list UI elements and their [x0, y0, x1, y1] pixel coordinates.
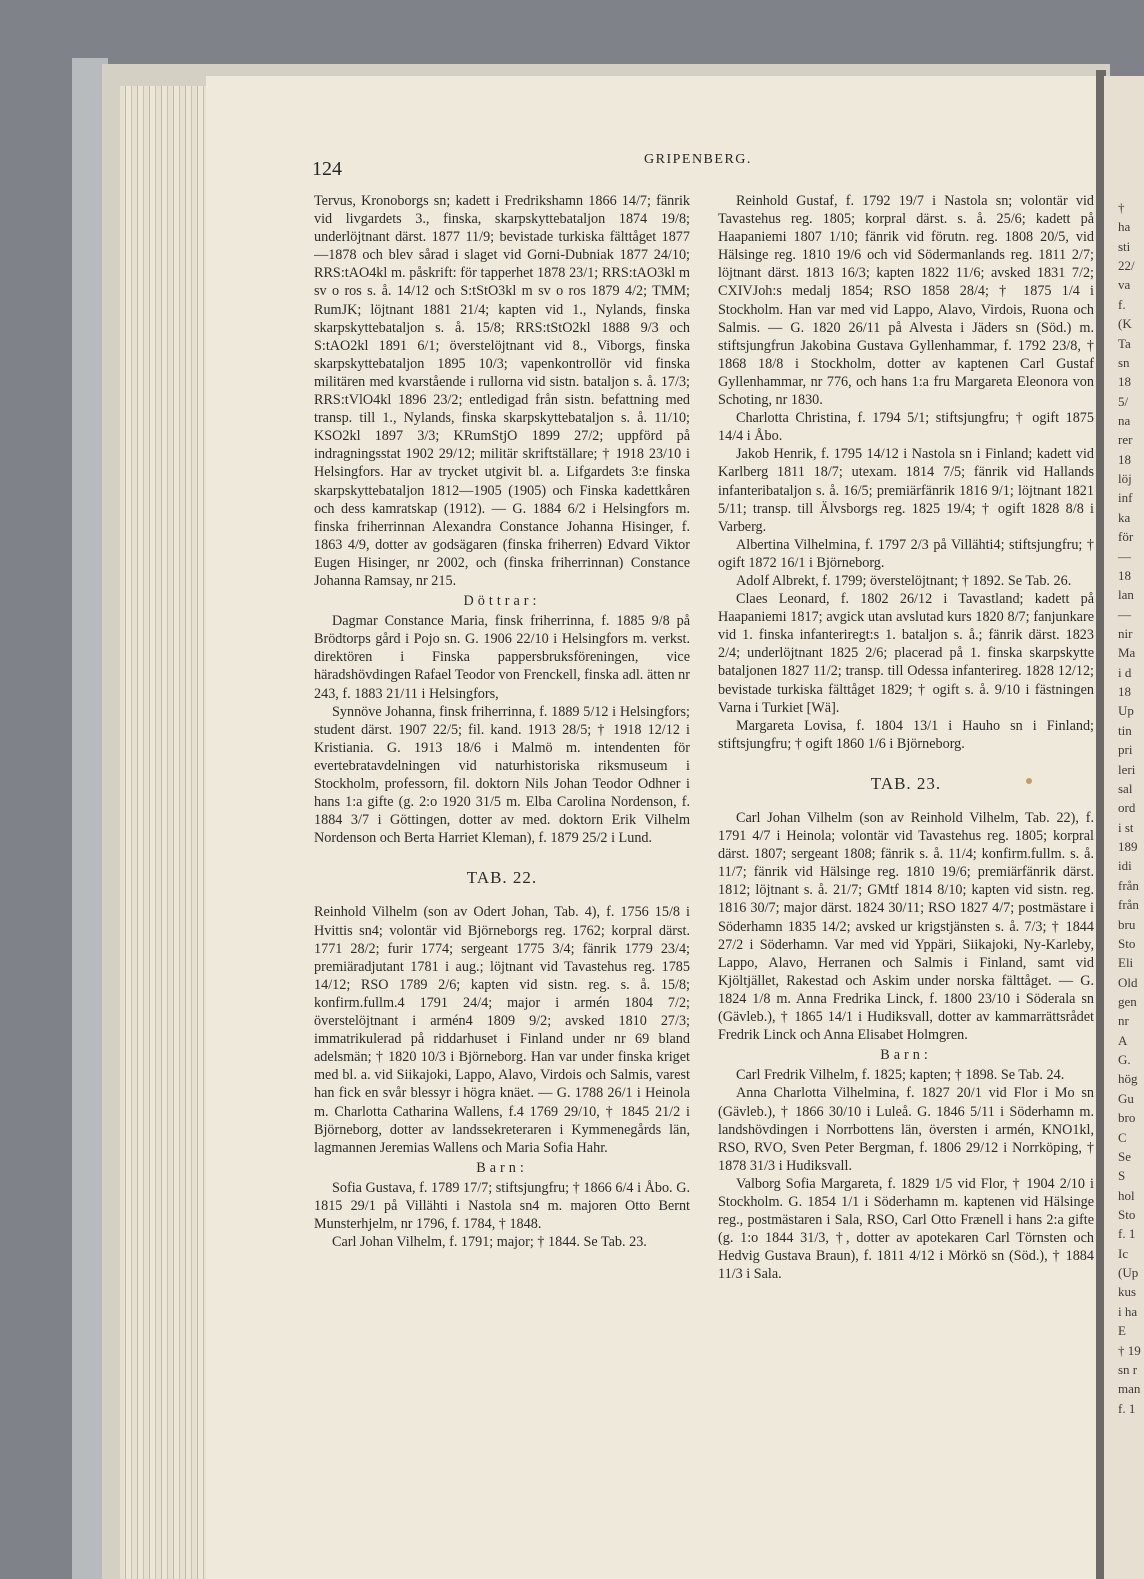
- daughters-heading: Döttrar:: [463, 593, 541, 610]
- table-22-heading: TAB. 22.: [466, 868, 538, 888]
- entry-charlotta-christina: Charlotta Christina, f. 1794 5/1; stiftsjungfru; † ogift 1875 14/4 i Åbo.: [718, 410, 1094, 445]
- next-page-fragment: leri: [1118, 761, 1136, 777]
- next-page-fragment: 18: [1118, 684, 1131, 700]
- next-page-fragment: gen: [1118, 993, 1137, 1009]
- next-page-fragment: (Up: [1118, 1265, 1139, 1281]
- next-page-fragment: Ta: [1118, 335, 1131, 351]
- left-column: [314, 192, 690, 1251]
- entry-jakob-henrik: Jakob Henrik, f. 1795 14/12 i Nastola sn i Finland; kadett vid Karlberg 1811 18/7; utexam. 1814 7/5; fänrik vid Hallands infanteribataljon s. å. 16/5; premiärfänrik 1816 9/1; löjtnant 1821 5/11; transp. till Älvsborgs reg. 1825 19/4; † ogift 1828 8/8 i Varberg.: [718, 446, 1094, 535]
- entry-valborg: Valborg Sofia Margareta, f. 1829 1/5 vid Flor, † 1904 2/10 i Stockholm. G. 1854 1/1 i Söderhamn m. kaptenen vid Hälsinge reg., postmästaren i Sala, RSO, Carl Otto Frænell i hans 2:a gifte (g. 1:o 1844 31/3, †, dotter av apotekaren Carl Törnsten och Hedvig Gustava Braun), f. 1811 4/12 i Mörkö sn (Söd.), † 1884 11/3 i Sala.: [718, 1175, 1094, 1283]
- next-page-fragment: —: [1118, 606, 1131, 622]
- next-page-fragment: tin: [1118, 722, 1132, 738]
- next-page-fragment: lan: [1118, 587, 1134, 603]
- next-page-fragment: hol: [1118, 1187, 1135, 1203]
- next-page-fragment: Sto: [1118, 1206, 1136, 1222]
- next-page-fragment: Eli: [1118, 955, 1134, 971]
- entry-margareta-lovisa: Margareta Lovisa, f. 1804 13/1 i Hauho sn i Finland; stiftsjungfru; † ogift 1860 1/6 i Björneborg.: [718, 717, 1094, 752]
- entry-claes-leonard: Claes Leonard, f. 1802 26/12 i Tavastland; kadett på Haapaniemi 1817; avgick utan avslutad kurs 1820 8/7; fanjunkare vid 1. finska infanteriregt:s 1. bataljon s. å.; fänrik därst. 1823 2/4; underlöjtnant 1825 2/6; placerad på 1. finska skarpskytte bataljonen 1827 11/2; transp. till Odessa infanterireg. 1828 12/12; bevistade turkiska fälttåget 1829; † ogift s. å. 9/10 i fästningen Varna i Turkiet [Wä].: [718, 591, 1094, 716]
- ink-spot: [1026, 778, 1032, 784]
- next-page-fragment: Old: [1118, 974, 1138, 990]
- next-page-fragment: i d: [1118, 664, 1132, 680]
- next-page-fragment: 18: [1118, 374, 1131, 390]
- next-page-fragment: 18: [1118, 567, 1131, 583]
- entry-adolf-albrekt: Adolf Albrekt, f. 1799; överstelöjtnant; † 1892. Se Tab. 26.: [736, 572, 1072, 589]
- next-page-fragment: sti: [1118, 238, 1131, 254]
- entry-carl-fredrik: Carl Fredrik Vilhelm, f. 1825; kapten; † 1898. Se Tab. 24.: [736, 1067, 1065, 1084]
- entry-reinhold-vilhelm: Reinhold Vilhelm (son av Odert Johan, Tab. 4), f. 1756 15/8 i Hvittis sn4; volontär vid Björneborgs reg. 1762; korpral därst. 1771 28/2; furir 1774; sergeant 1775 3/4; fänrik 1779 23/4; premiäradjutant 1781 i aug.; löjtnant vid Tavastehus reg. 1785 14/12; RSO 1789 2/6; kapten vid sistn. reg. s. å. 15/8; konfirm.fullm.4 1791 24/4; major i armén 1804 7/2; överstelöjtnant i armén4 1809 9/2; avsked 1810 27/3; immatrikulerad på riddarhuset i Finland under nr 69 bland adelsmän; † 1820 10/3 i Björneborg. Han var under finska kriget med bl. a. vid Siikajoki, Lappo, Alavo, Virdois och Salmis, varest han fick en svår blessyr i högra knäet. — G. 1788 26/1 i Heinola m. Charlotta Catharina Wallens, f.4 1769 29/10, † 1845 21/2 i Björneborg, dotter av landssekreteraren i Kymmenegårds län, lagmannen Jeremias Wallens och Maria Sofia Hahr.: [314, 904, 690, 1156]
- entry-synnove: Synnöve Johanna, finsk friherrinna, f. 1889 5/12 i Helsingfors; student därst. 1907 22/5; fil. kand. 1913 28/5; † 1918 12/12 i Kristiania. G. 1913 18/6 i Malmö m. intendenten för evertebratavdelningen vid naturhistoriska riksmuseum i Stockholm, professorn, fil. doktorn Nils Johan Teodor Odhner i hans 1:a gifte (g. 2:o 1920 31/5 m. Elba Carolina Nordenson, f. 1884 3/7 i Göttingen, dotter av med. doktorn Erik Vilhelm Nordenson och Berta Harriet Kleman), f. 1879 25/2 i Lund.: [314, 703, 690, 847]
- next-page-fragment: 18: [1118, 451, 1131, 467]
- entry-dagmar: Dagmar Constance Maria, finsk friherrinna, f. 1885 9/8 på Brödtorps gård i Pojo sn. G. 1906 22/10 i Helsingfors m. verkst. direktören i Finska pappersbruksföreningen, vice häradshövdingen Rafael Teodor von Frenckell, finska adl. ätten nr 243, f. 1883 21/11 i Helsingfors,: [314, 613, 690, 702]
- next-page-fragment: va: [1118, 277, 1131, 293]
- next-page-fragment: idi: [1118, 858, 1132, 874]
- next-page-fragment: 22/: [1118, 258, 1135, 274]
- next-page-fragment: Sto: [1118, 935, 1136, 951]
- next-page-fragment: 5/: [1118, 393, 1129, 409]
- next-page-fragment: i ha: [1118, 1303, 1138, 1319]
- next-page-fragment: † 19: [1118, 1342, 1141, 1358]
- next-page-fragment: nir: [1118, 626, 1133, 642]
- next-page-fragment: ord: [1118, 800, 1136, 816]
- next-page-fragment: ka: [1118, 509, 1131, 525]
- running-head: GRIPENBERG.: [644, 152, 752, 167]
- next-page-fragment: f. 1: [1118, 1226, 1136, 1242]
- next-page-fragment: rer: [1118, 432, 1133, 448]
- children-heading-tab23: Barn:: [880, 1047, 932, 1064]
- next-page-fragment: G.: [1118, 1052, 1131, 1068]
- next-page-fragment: ha: [1118, 219, 1131, 235]
- next-page-fragment: Se: [1118, 1148, 1131, 1164]
- next-page-fragment: från: [1118, 897, 1139, 913]
- next-page-fragment: sn r: [1118, 1361, 1138, 1377]
- entry-sofia-gustava: Sofia Gustava, f. 1789 17/7; stiftsjungfru; † 1866 6/4 i Åbo. G. 1815 29/1 på Villähti i Nastola sn4 m. majoren Otto Bernt Munsterhjelm, nr 1796, f. 1784, † 1848.: [314, 1179, 690, 1233]
- next-page-fragment: bru: [1118, 916, 1136, 932]
- next-page-fragment: †: [1118, 200, 1125, 215]
- entry-carl-johan-vilhelm-tab23: Carl Johan Vilhelm (son av Reinhold Vilhelm, Tab. 22), f. 1791 4/7 i Heinola; volontär vid Tavastehus reg. 1805; korpral därst. 1807; sergeant 1808; fänrik s. å. 11/4; konfirm.fullm. s. å. 11/7; fänrik vid Hälsinge reg. 1810 19/6; premiärfänrik därst. 1812; löjtnant s. å. 21/7; GMtf 1814 8/10; kapten vid sistn. reg. 1816 30/7; major därst. 1824 30/11; RSO 1827 4/7; postmästare i Söderhamn 1835 14/2; avsked ur krigstjänsten s. å. 7/3; † 1844 27/2 i Söderhamn. Var med vid Yppäri, Siikajoki, Ny-Karleby, Lappo, Alavo, Herranen och Salmis i Finland, samt vid Kjöltjället, Rakestad och Askim under norska fälttåget. — G. 1824 1/8 m. Anna Fredrika Linck, f. 1800 23/10 i Söderala sn (Gävleb.), † 1865 14/1 i Hudiksvall, dotter av kammarrättsrådet Fredrik Linck och Anna Elisabet Holmgren.: [718, 810, 1094, 1044]
- table-23-heading: TAB. 23.: [870, 773, 942, 793]
- next-page-fragment: (K: [1118, 316, 1132, 332]
- next-page-fragment: f.: [1118, 296, 1126, 312]
- next-page-fragment: pri: [1118, 742, 1133, 758]
- next-page-fragment: A: [1118, 1032, 1128, 1048]
- next-page-fragment: 189: [1118, 839, 1138, 855]
- next-page-fragment: för: [1118, 529, 1134, 545]
- next-page-fragment: sn: [1118, 354, 1130, 370]
- entry-anna-charlotta: Anna Charlotta Vilhelmina, f. 1827 20/1 vid Flor i Mo sn (Gävleb.), † 1866 30/10 i Luleå. G. 1846 5/11 i Söderhamn m. landshövdingen i Norrbottens län, översten i armén, KNO1kl, RSO, RVO, Sven Peter Bergman, f. 1806 29/12 i Norrköping, † 1878 31/3 i Hudiksvall.: [718, 1085, 1094, 1174]
- next-page-fragment: löj: [1118, 471, 1132, 487]
- next-page-fragment: na: [1118, 413, 1131, 429]
- next-page-fragment: inf: [1118, 490, 1133, 506]
- next-page-fragment: Gu: [1118, 1090, 1134, 1106]
- next-page-fragment: från: [1118, 877, 1139, 893]
- next-page-fragment: bro: [1118, 1110, 1136, 1126]
- children-heading: Barn:: [476, 1159, 528, 1176]
- next-page-fragment: hög: [1118, 1071, 1138, 1087]
- next-page-fragment: nr: [1118, 1013, 1129, 1029]
- entry-continuation: Tervus, Kronoborgs sn; kadett i Fredrikshamn 1866 14/7; fänrik vid livgardets 3., finska, skarpskyttebataljon 1874 19/8; underlöjtnant därst. 1877 11/9; bevistade turkiska fälttåget 1877—1878 och blev sårad i slaget vid Gorni-Dubniak 1877 24/10; RRS:tAO4kl m. påskrift: för tapperhet 1878 23/1; RRS:tAO3kl m sv o ros s. å. 14/12 och S:tStO3kl m sv o ros 1879 4/2; TMM; RumJK; löjtnant 1881 21/4; kapten vid 1., Nylands, finska skarpskyttebataljon s. å. 15/8; RRS:tStO2kl 1888 9/3 och S:tAO2kl 1891 6/1; överstelöjtnant vid 8., Viborgs, finska skarpskyttebataljon 1895 10/3; vapenkontrollör vid finska militären med kvarstående i rullorna vid sistn. bataljon s. å. 17/3; RRS:tVlO4kl 1896 23/2; entledigad från sistn. befattning med transp. till 1., Nylands, finska skarpskyttebataljon s. å. 11/10; KSO2kl 1897 3/3; KRumStjO 1899 27/2; uppförd på indragningsstat 1902 29/12; militär skriftställare; † 1918 23/10 i Helsingfors. Har av trycket utgivit bl. a. Lifgardets 3:e finska skarpskyttebataljon 1812—1905 (1905) och Finska kadettkåren och dess kamratskap (1912). — G. 1884 6/2 i Helsingfors m. finska friherrinnan Alexandra Constance Johanna Hisinger, f. 1863 4/9, dotter av godsägaren (finska friherren) Edvard Viktor Eugen Hisinger, nr 2002, och (finska friherrinnan) Constance Johanna Ramsay, nr 215.: [314, 193, 690, 589]
- next-page-fragment: E: [1118, 1323, 1126, 1339]
- entry-reinhold-gustaf: Reinhold Gustaf, f. 1792 19/7 i Nastola sn; volontär vid Tavastehus reg. 1805; korpral därst. s. å. 25/6; kadett på Haapaniemi 1807 1/10; fänrik vid förutn. reg. 1808 20/5, vid Hälsinge reg. 1810 19/6 och vid Södermanlands reg. 1811 2/7; löjtnant därst. 1813 16/3; kapten 1822 11/6; avsked 1831 7/2; CXIVJoh:s medalj 1854; RSO 1858 28/4; † 1875 1/4 i Stockholm. Han var med vid Lappo, Alavo, Virdois, Ruona och Salmis. — G. 1820 26/11 på Alvesta i Jäders sn (Söd.) m. stiftsjungfrun Jakobina Gustava Gyllenhammar, f. 1792 23/8, † 1868 18/8 i Stockholm, dotter av kaptenen Carl Gustaf Gyllenhammar, nr 776, och hans 1:a fru Margareta Eleonora von Schoting, nr 1830.: [718, 193, 1094, 409]
- next-page-fragment: man: [1118, 1381, 1141, 1397]
- next-page-fragment: S: [1118, 1168, 1126, 1184]
- next-page-fragment: C: [1118, 1129, 1127, 1145]
- right-column: [718, 192, 1094, 1283]
- next-page-fragment: Up: [1118, 703, 1134, 719]
- next-page-fragment: —: [1118, 548, 1131, 564]
- page-edges-stack: [120, 86, 212, 1579]
- next-page-fragment: kus: [1118, 1284, 1137, 1300]
- next-page-fragment: f. 1: [1118, 1400, 1136, 1416]
- next-page-fragment: Ic: [1118, 1245, 1129, 1261]
- entry-carl-johan-vilhelm: Carl Johan Vilhelm, f. 1791; major; † 1844. Se Tab. 23.: [332, 1234, 647, 1251]
- next-page-fragment: sal: [1118, 780, 1133, 796]
- page-number: 124: [312, 158, 342, 180]
- entry-albertina: Albertina Vilhelmina, f. 1797 2/3 på Villähti4; stiftsjungfru; † ogift 1872 16/1 i Björneborg.: [718, 536, 1094, 571]
- next-page-fragment: Ma: [1118, 645, 1136, 661]
- next-page-fragment: i st: [1118, 819, 1134, 835]
